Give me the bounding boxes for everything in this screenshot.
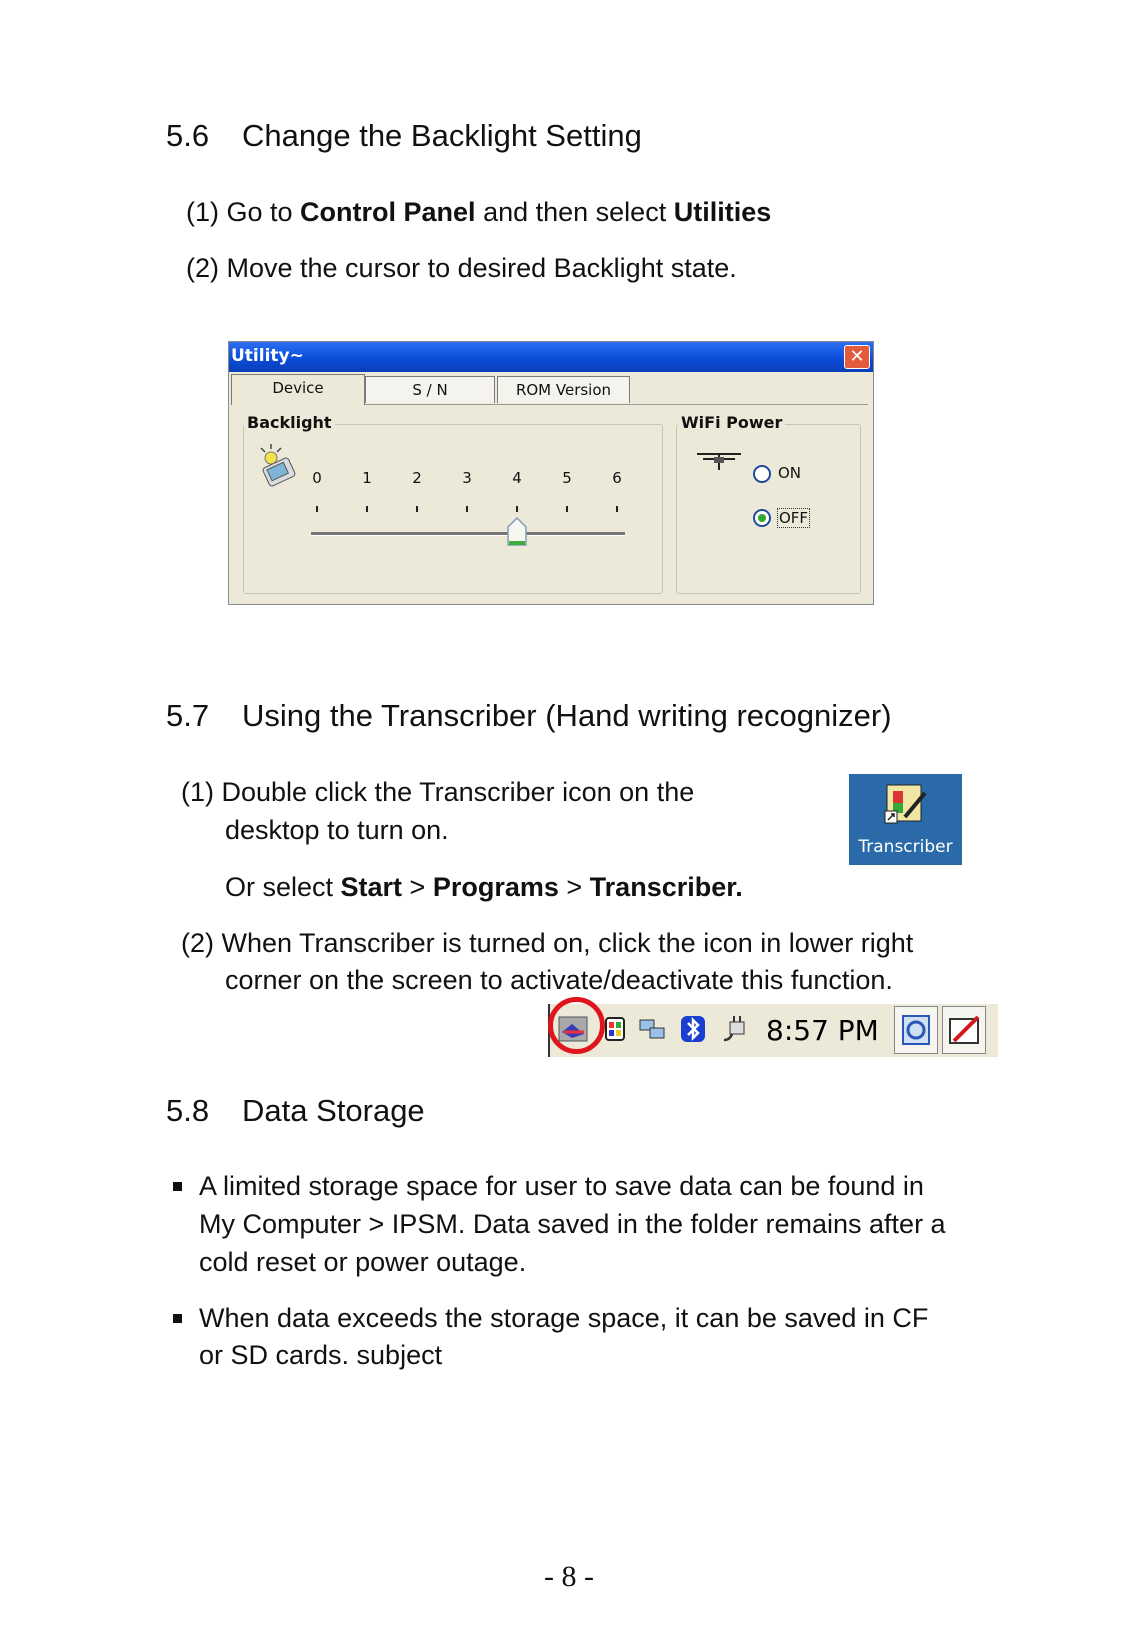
tick-label-5: 5: [562, 469, 572, 487]
bluetooth-tray-icon[interactable]: [678, 1014, 708, 1044]
wifi-on-label: ON: [778, 464, 802, 482]
utility-titlebar: [229, 342, 873, 372]
backlight-group: [243, 424, 663, 594]
tick-mark: [466, 506, 468, 512]
transcriber-desktop-label: Transcriber: [858, 837, 953, 857]
wifi-off-radio[interactable]: [753, 509, 771, 527]
utility-title: Utility~: [231, 346, 304, 366]
tick-mark: [416, 506, 418, 512]
tick-mark: [366, 506, 368, 512]
transcriber-icon: [883, 781, 929, 827]
storage-bullet-2-line-1: When data exceeds the storage space, it can be saved in CF: [199, 1303, 929, 1333]
storage-bullet-2-line-2: or SD cards. subject: [199, 1340, 443, 1370]
desktop-icon: [901, 1014, 931, 1046]
transcriber-step-2-line-1: (2) When Transcriber is turned on, click the icon in lower right: [181, 928, 914, 958]
tick-mark: [516, 506, 518, 512]
wifi-off-label: OFF: [779, 509, 809, 527]
storage-bullet-1-line-3: cold reset or power outage.: [199, 1247, 527, 1277]
network-tray-icon[interactable]: [638, 1014, 668, 1044]
section-5-7-heading: 5.7 Using the Transcriber (Hand writing recognizer): [166, 698, 892, 733]
step-1-text: (1) Go to Control Panel and then select Utilities: [186, 197, 772, 227]
step-2-text: (2) Move the cursor to desired Backlight state.: [186, 253, 737, 283]
transcriber-step-1-line-1: (1) Double click the Transcriber icon on the: [181, 777, 695, 807]
transcriber-or-select: Or select Start > Programs > Transcriber.: [225, 872, 743, 902]
tick-mark: [566, 506, 568, 512]
backlight-label: Backlight: [244, 413, 335, 432]
transcriber-step-2-line-2: corner on the screen to activate/deactivate this function.: [225, 965, 893, 995]
bullet-marker: [173, 1314, 182, 1323]
wifi-antenna-icon: [695, 450, 743, 472]
taskbar-tray: [548, 1003, 998, 1057]
storage-bullet-1-line-2: My Computer > IPSM. Data saved in the folder remains after a: [199, 1209, 946, 1239]
bullet-marker: [173, 1182, 182, 1191]
tick-label-6: 6: [612, 469, 622, 487]
transcriber-desktop-icon[interactable]: [849, 774, 962, 865]
wifi-on-radio[interactable]: [753, 465, 771, 483]
tray-clock[interactable]: 8:57 PM: [766, 1014, 879, 1047]
utility-window: [228, 341, 874, 605]
tick-label-4: 4: [512, 469, 522, 487]
page-number: - 8 -: [544, 1560, 594, 1593]
section-5-6-heading: 5.6 Change the Backlight Setting: [166, 118, 642, 153]
tick-label-2: 2: [412, 469, 422, 487]
desktop-button[interactable]: [894, 1006, 938, 1054]
power-plug-tray-icon[interactable]: [720, 1014, 750, 1044]
transcriber-step-1-line-2: desktop to turn on.: [225, 815, 449, 845]
backlight-slider-thumb[interactable]: [506, 517, 528, 547]
backlight-slider-track[interactable]: [311, 532, 625, 536]
tick-label-0: 0: [312, 469, 322, 487]
tick-mark: [616, 506, 618, 512]
pen-icon: [948, 1013, 982, 1047]
tab-rom-version[interactable]: ROM Version: [497, 376, 630, 403]
tick-label-3: 3: [462, 469, 472, 487]
tick-mark: [316, 506, 318, 512]
tick-label-1: 1: [362, 469, 372, 487]
storage-bullet-1-line-1: A limited storage space for user to save data can be found in: [199, 1171, 924, 1201]
input-method-button[interactable]: [942, 1006, 986, 1054]
backlight-device-icon: [255, 442, 303, 492]
wifi-power-label: WiFi Power: [678, 413, 785, 432]
tab-serial-number[interactable]: S / N: [365, 376, 495, 403]
tab-device[interactable]: Device: [231, 374, 365, 405]
close-button[interactable]: ✕: [844, 345, 870, 369]
highlight-circle: [548, 997, 605, 1054]
section-5-8-heading: 5.8 Data Storage: [166, 1093, 425, 1128]
